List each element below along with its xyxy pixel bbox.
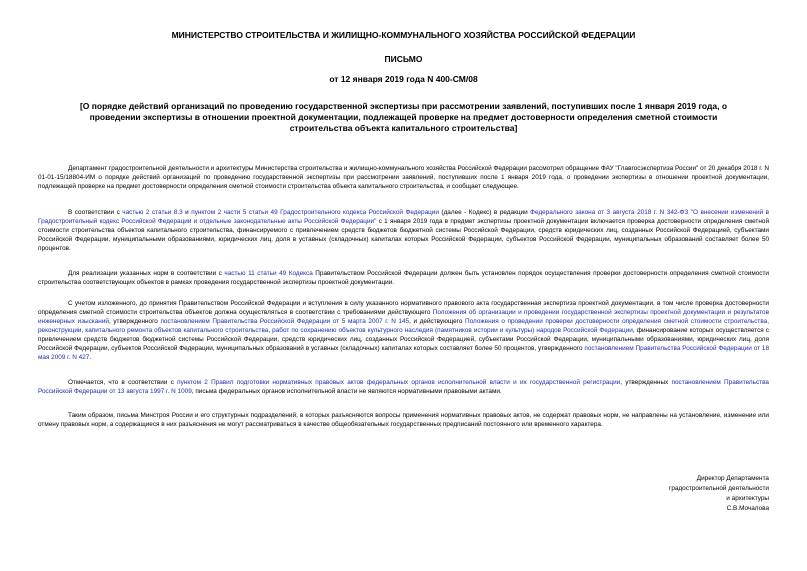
link-resolution-1009[interactable]: постановлением Правительства Российской Федерации от 13 августа 1997 г. N 1009: [38, 379, 769, 395]
link-resolution-427[interactable]: постановлением Правительства Российской Федерации от 18 мая 2009 г. N 427: [38, 345, 770, 361]
paragraph-text: Отмечается, что в соответствии с: [68, 379, 178, 386]
paragraph-text: .: [89, 354, 92, 361]
signature-department-cont: и архитектуры: [726, 495, 769, 502]
signature-department: градостроительной деятельности: [669, 485, 769, 492]
paragraph-text: , и действующего: [409, 318, 466, 325]
link-article-8-3[interactable]: частью 2 статьи 8.3: [122, 209, 183, 216]
link-expertise-regulation[interactable]: Положения об организации и проведении государственной экспертизы проектной документации и результатов инженерных изысканий: [38, 309, 769, 325]
paragraph-text: с 1 января 2019 года в предмет экспертизы проектной документации включается проверка достоверности определения сметной стоимости строительства объектов капитального строительства, финансируемого с привлечением средств бюджетов бюджетной системы Российской Федерации, средств юридических лиц, созданных Российской Федерацией, субъектами Российской Федерации, муниципальными образованиями, юридических лиц, доля в уставных (складочных) капиталах которых Российской Федерации, субъектов Российской Федерации, муниципальных образований составляет более 50 процентов.: [38, 218, 770, 252]
link-estimate-check-regulation[interactable]: Положения о проведении проверки достоверности определения сметной стоимости строительства, реконструкции, капитального ремонта объектов капитального строительства, работ по сохранению объектов культурного наследия (памятников истории и культуры) народов Российской Федерации: [38, 318, 770, 334]
paragraph-final: [38, 411, 769, 429]
link-federal-law-342[interactable]: Федерального закона от 3 августа 2018 г. N 342-ФЗ "О внесении изменений в Градостроительный кодекс Российской Федерации и отдельные законодательные акты Российской Федерации": [38, 209, 769, 225]
paragraph-text: Таким образом, письма Минстроя России и его структурных подразделений, в которых разъясняются вопросы применения нормативных правовых актов, не содержат правовых норм, не направлены на установление, изменение или отмену правовых норм, а содержащиеся в них разъяснения не могут рассматриваться в качестве общеобязательных государственных предписаний постоянного или временного характера.: [38, 412, 769, 428]
document-subject: [О порядке действий организаций по проведению государственной экспертизы при рассмотрении заявлений, поступивших после 1 января 2019 года, о проведении экспертизы в отношении проектной документации, подлежащей проверке на предмет достоверности определения сметной стоимости строительства объекта капитального строительства]: [79, 101, 728, 133]
paragraph-text: (далее - Кодекс) в редакции: [438, 209, 531, 216]
paragraph-text: Правительством Российской Федерации должен быть установлен порядок осуществления проверки достоверности определения сметной стоимости строительства соответствующих объектов в рамках проведения государственной экспертизы проектной документации.: [38, 270, 769, 286]
ministry-heading: МИНИСТЕРСТВО СТРОИТЕЛЬСТВА И ЖИЛИЩНО-КОММУНАЛЬНОГО ХОЗЯЙСТВА РОССИЙСКОЙ ФЕДЕРАЦИИ: [171, 30, 636, 40]
link-article-49-part-11[interactable]: частью 11 статьи 49 Кодекса: [224, 270, 313, 277]
paragraph-text: , утвержденных: [620, 379, 672, 386]
document-date-number: от 12 января 2019 года N 400-СМ/08: [329, 74, 478, 84]
signature-position: Директор Департамента: [696, 475, 769, 482]
paragraph-legal-status: [38, 378, 769, 396]
link-article-49-part-5[interactable]: пунктом 2 части 5 статьи 49 Градостроительного кодекса Российской Федерации: [191, 209, 439, 216]
paragraph-text: С учетом изложенного, до принятия Правительством Российской Федерации и вступления в силу указанного нормативного правового акта государственная экспертиза проектной документации, в том числе проверка достоверности определения сметной стоимости строительства объектов должна осуществляться в соответствии с требованиями действующего: [38, 300, 769, 316]
signature-block: [669, 474, 769, 514]
link-rules-point-2[interactable]: пунктом 2 Правил подготовки нормативных правовых актов федеральных органов исполнительной власти и их государственной регистрации: [177, 379, 621, 386]
paragraph-intro: [38, 164, 769, 191]
paragraph-conclusion: [38, 299, 769, 362]
paragraph-text: , письма федеральных органов исполнительной власти не являются нормативными правовыми актами.: [191, 388, 502, 395]
paragraph-text: , финансирование которых осуществляется с привлечением средств бюджетов бюджетной системы Российской Федерации, средств юридических лиц, созданных Российской Федерацией, субъектами Российской Федерации, муниципальными образованиями, юридических лиц, доля Российской Федерации, субъектов Российской Федерации, муниципальных образований в уставных (складочных) капиталах которых составляет более 50 процентов, утвержденного: [38, 327, 769, 352]
link-resolution-145[interactable]: постановлением Правительства Российской Федерации от 5 марта 2007 г. N 145: [160, 318, 410, 325]
paragraph-text: , утвержденного: [108, 318, 161, 325]
paragraph-text: В соответствии с: [68, 209, 123, 216]
document-type-heading: ПИСЬМО: [384, 54, 423, 64]
paragraph-text: Департамент градостроительной деятельности и архитектуры Министерства строительства и жилищно-коммунального хозяйства Российской Федерации рассмотрел обращение ФАУ "Главгосэкспертиза России" от 20 декабря 2018 г. N 01-01-15/18804-ИМ о порядке действий организаций по проведению государственной экспертизы при рассмотрении заявлений, поступивших после 1 января 2019 года, о проведении экспертизы в отношении проектной документации, подлежащей проверке на предмет достоверности определения сметной стоимости строительства объекта капитального строительства, и сообщает следующее.: [38, 165, 769, 190]
paragraph-text: и: [182, 209, 192, 216]
signature-name: С.В.Мочалова: [726, 505, 769, 512]
paragraph-implementation: [38, 269, 769, 287]
paragraph-legal-basis: [38, 208, 769, 253]
paragraph-text: Для реализации указанных норм в соответствии с: [68, 270, 225, 277]
